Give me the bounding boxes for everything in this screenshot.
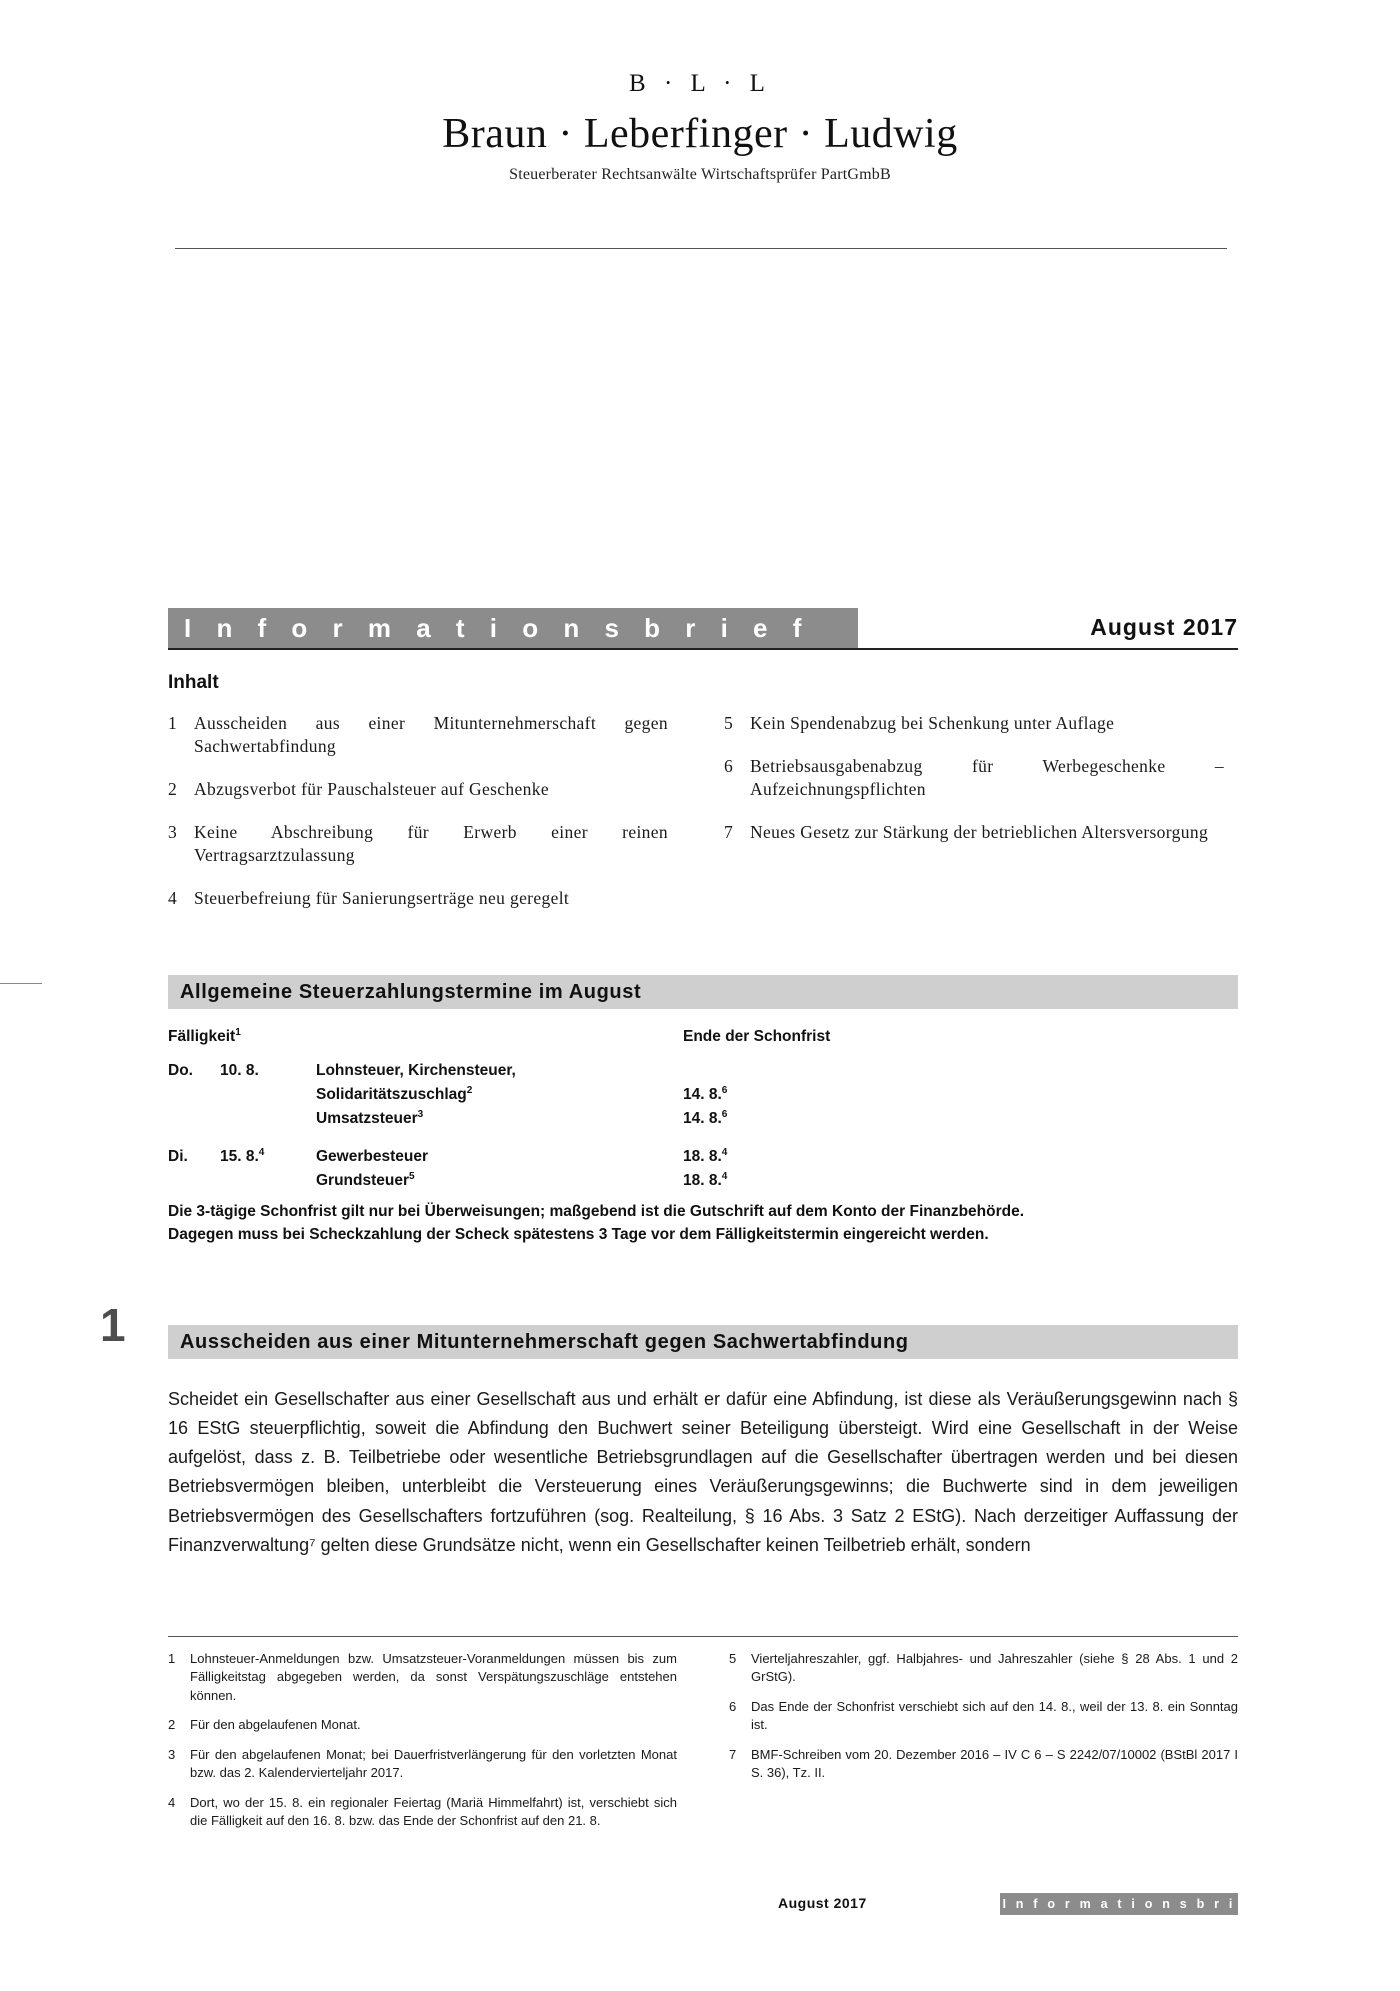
footnote-number: 1	[168, 1651, 176, 1666]
article-number: 1	[100, 1299, 126, 1351]
toc-item-label: Steuerbefreiung für Sanierungserträge neu geregelt	[194, 888, 570, 909]
footnote-item	[729, 1746, 1238, 1783]
page-footer	[168, 1893, 1238, 1933]
toc-item-number: 7	[724, 822, 734, 843]
toc-item[interactable]	[168, 778, 668, 801]
note-line-2: Dagegen muss bei Scheckzahlung der Scheck spätestens 3 Tage vor dem Fälligkeitstermin eingereicht werden.	[168, 1226, 989, 1244]
toc-item-label: Kein Spendenabzug bei Schenkung unter Auflage	[750, 713, 1115, 733]
footnote-ref: 4	[721, 1146, 728, 1158]
toc-item-number: 6	[724, 756, 734, 777]
masthead-date: August 2017	[1090, 614, 1238, 640]
toc-item-label: Ausscheiden aus einer Mitunternehmerschaft gegen Sachwertabfindung	[194, 713, 668, 757]
column-header-faelligkeit: Fälligkeit$^1$	[168, 1026, 241, 1045]
tax-deadlines-table	[168, 1028, 1238, 1196]
section-header-steuerzahlungstermine: Allgemeine Steuerzahlungstermine im August	[168, 975, 1238, 1009]
footnote-text: Vierteljahreszahler, ggf. Halbjahres- und Jahreszahler (siehe § 28 Abs. 1 und 2 GrStG).	[751, 1651, 1238, 1685]
footnote-ref: 1	[235, 1026, 241, 1038]
footnote-ref: 4	[258, 1146, 265, 1158]
cell-end-of-grace: 18. 8.$^4$	[683, 1170, 728, 1189]
footnote-item	[729, 1650, 1238, 1687]
footnote-number: 6	[729, 1698, 737, 1714]
footnote-ref: 6	[721, 1084, 728, 1096]
footnote-item	[168, 1716, 677, 1734]
masthead	[168, 608, 1238, 648]
cell-end-of-grace: 14. 8.$^6$	[683, 1108, 728, 1127]
toc-item[interactable]	[168, 712, 668, 758]
footnote-ref: 2	[466, 1084, 473, 1096]
cell-date: 10. 8.	[220, 1062, 259, 1079]
toc-item[interactable]	[168, 821, 668, 867]
firm-initials: B · L · L	[629, 70, 771, 97]
footnote-text: Das Ende der Schonfrist verschiebt sich auf den 14. 8., weil der 13. 8. ein Sonntag ist.	[751, 1698, 1238, 1733]
toc-item[interactable]	[724, 821, 1224, 844]
table-header-row	[168, 1028, 1238, 1052]
toc-item-number: 4	[168, 888, 178, 909]
toc-heading: Inhalt	[168, 672, 219, 693]
cell-tax-type: Solidaritätszuschlag$^2$	[316, 1084, 473, 1103]
footnote-number: 3	[168, 1746, 176, 1762]
firm-name: Braun · Leberfinger · Ludwig	[442, 111, 958, 157]
footnote-text: Für den abgelaufenen Monat; bei Dauerfristverlängerung für den vorletzten Monat bzw. das 2. Kalendervierteljahr 2017.	[190, 1746, 677, 1781]
firm-subtitle: Steuerberater Rechtsanwälte Wirtschaftsprüfer PartGmbB	[509, 166, 891, 183]
footnote-text: BMF-Schreiben vom 20. Dezember 2016 – IV C 6 – S 2242/07/10002 (BStBl 2017 I S. 36), Tz. II.	[751, 1746, 1238, 1781]
note-line-1: Die 3-tägige Schonfrist gilt nur bei Überweisungen; maßgebend ist die Gutschrift auf dem Konto der Finanzbehörde.	[168, 1203, 1025, 1220]
footnote-column-right	[729, 1650, 1238, 1842]
footer-brand-tag: I n f o r m a t i o n s b r i e f	[1000, 1893, 1238, 1915]
toc-item-label: Neues Gesetz zur Stärkung der betrieblichen Altersversorgung	[750, 822, 1209, 843]
footnote-number: 2	[168, 1717, 176, 1733]
table-row	[168, 1172, 1238, 1196]
toc-column-left	[168, 712, 668, 931]
article-title: Ausscheiden aus einer Mitunternehmerschaft gegen Sachwertabfindung	[168, 1325, 1238, 1359]
masthead-underline	[168, 648, 1238, 650]
article-body-text: Scheidet ein Gesellschafter aus einer Gesellschaft aus und erhält er dafür eine Abfindung, ist diese als Veräußerungsgewinn nach § 16 EStG steuerpflichtig, soweit die Abfindung den Buchwert seiner Beteiligung übersteigt. Wird eine Gesellschaft in der Weise aufgelöst, dass z. B. Teilbetriebe oder wesentliche Betriebsgrundlagen auf die Gesellschafter übertragen werden und bei diesen Betriebsvermögen bleiben, unterbleibt die Versteuerung eines Veräußerungsgewinns; die Buchwerte sind in dem jeweiligen Betriebsvermögen des Gesellschafters fortzuführen (sog. Realteilung, § 16 Abs. 3 Satz 2 EStG). Nach derzeitiger Auffassung der Finanzverwaltung⁷ gelten diese Grundsätze nicht, wenn ein Gesellschafter keinen Teilbetrieb erhält, sondern	[168, 1389, 1238, 1555]
masthead-title: I n f o r m a t i o n s b r i e f	[168, 608, 858, 648]
header-divider	[175, 248, 1227, 249]
cell-date: 15. 8.$^4$	[220, 1146, 265, 1165]
footnote-item	[168, 1746, 677, 1783]
toc-item[interactable]	[724, 712, 1224, 735]
footnote-ref: 4	[721, 1170, 728, 1182]
cell-end-of-grace: 14. 8.$^6$	[683, 1084, 728, 1103]
footnote-item	[168, 1650, 677, 1705]
footnote-item	[729, 1698, 1238, 1735]
footnote-column-left	[168, 1650, 677, 1842]
footer-date: August 2017	[778, 1895, 867, 1911]
table-row	[168, 1110, 1238, 1134]
footnote-number: 5	[729, 1651, 737, 1666]
cell-end-of-grace: 18. 8.$^4$	[683, 1146, 728, 1165]
footnote-text: Für den abgelaufenen Monat.	[190, 1717, 361, 1733]
footnote-divider	[168, 1636, 1238, 1637]
table-row	[168, 1062, 1238, 1086]
footnotes	[168, 1650, 1238, 1842]
cell-weekday: Di.	[168, 1148, 188, 1165]
footnote-number: 4	[168, 1794, 176, 1810]
toc-item-number: 5	[724, 713, 734, 733]
letterhead	[0, 70, 1400, 184]
footnote-text: Lohnsteuer-Anmeldungen bzw. Umsatzsteuer-Voranmeldungen müssen bis zum Fälligkeitstag abgegeben werden, da sonst Verspätungszuschläge entstehen können.	[190, 1651, 677, 1703]
footnote-text: Dort, wo der 15. 8. ein regionaler Feiertag (Mariä Himmelfahrt) ist, verschiebt sich die Fälligkeit auf den 16. 8. bzw. das Ende der Schonfrist auf den 21. 8.	[190, 1794, 677, 1829]
toc-item-number: 1	[168, 713, 178, 733]
footnote-ref: 3	[417, 1108, 424, 1120]
cell-tax-type: Grundsteuer$^5$	[316, 1170, 415, 1189]
table-row	[168, 1086, 1238, 1110]
toc-item-number: 2	[168, 779, 178, 800]
toc-column-right	[724, 712, 1224, 931]
footnote-ref: 5	[409, 1170, 415, 1182]
toc-item-label: Keine Abschreibung für Erwerb einer reinen Vertragsarztzulassung	[194, 822, 668, 866]
cell-tax-type: Lohnsteuer, Kirchensteuer,	[316, 1062, 516, 1079]
footnote-item	[168, 1794, 677, 1831]
toc-item-label: Betriebsausgabenabzug für Werbegeschenke – Aufzeichnungspflichten	[750, 756, 1224, 800]
cell-tax-type: Gewerbesteuer	[316, 1148, 428, 1165]
footnote-number: 7	[729, 1746, 737, 1762]
toc-item-label: Abzugsverbot für Pauschalsteuer auf Geschenke	[194, 779, 549, 800]
toc-item-number: 3	[168, 822, 178, 843]
toc-item[interactable]	[168, 887, 668, 910]
table-row	[168, 1148, 1238, 1172]
margin-fold-mark	[0, 983, 42, 984]
table-of-contents	[168, 712, 1238, 931]
tax-deadlines-note	[168, 1200, 1248, 1247]
cell-weekday: Do.	[168, 1062, 193, 1079]
footnote-ref: 6	[721, 1108, 728, 1120]
toc-item[interactable]	[724, 755, 1224, 801]
column-header-schonfrist: Ende der Schonfrist	[683, 1028, 831, 1045]
cell-tax-type: Umsatzsteuer$^3$	[316, 1108, 424, 1127]
